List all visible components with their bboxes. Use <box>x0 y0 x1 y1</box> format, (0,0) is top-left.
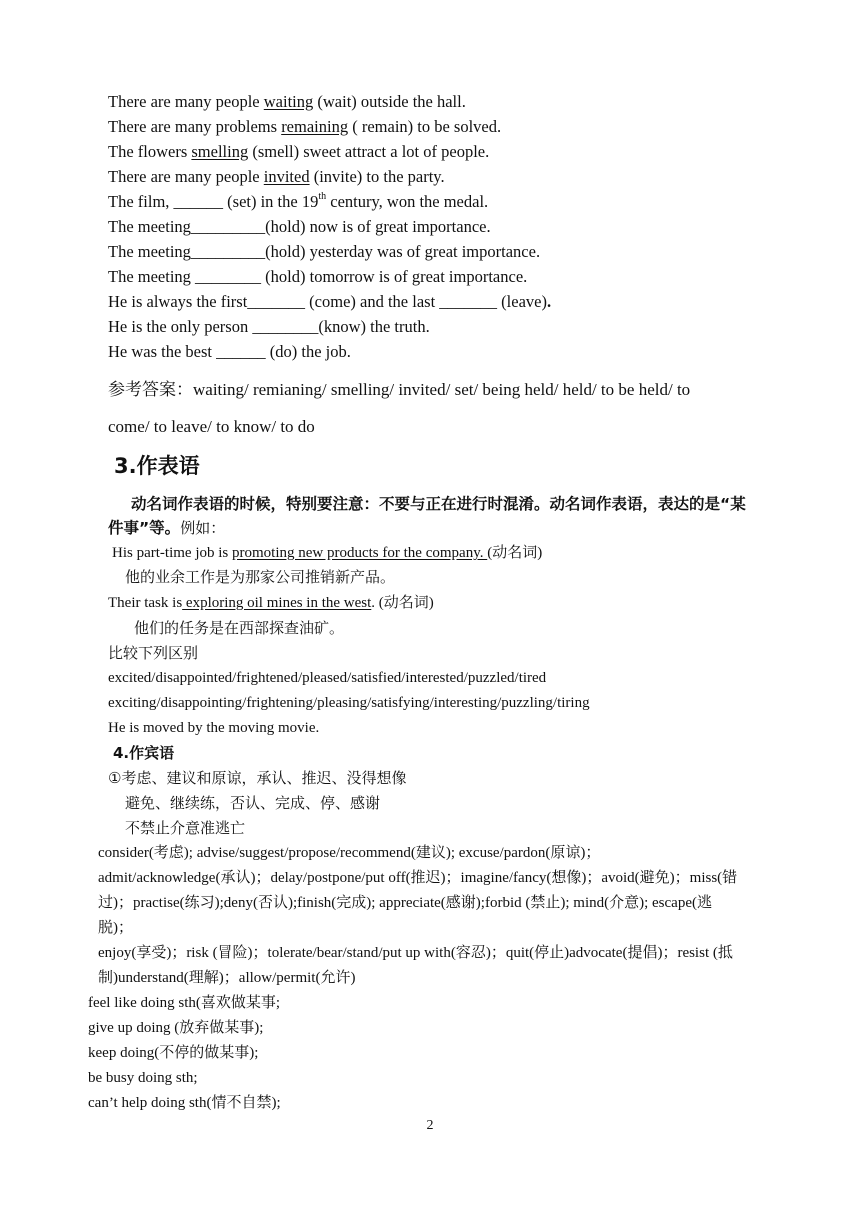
text: The film, ______ (set) in the 19 <box>108 192 319 211</box>
phrase-3: keep doing(不停的做某事); <box>88 1045 259 1061</box>
section-3-note-line-1: 动名词作表语的时候，特别要注意：不要与正在进行时混淆。动名词作表语，表达的是“某 <box>131 495 746 513</box>
superscript: th <box>318 190 327 202</box>
text: There are many people <box>108 167 264 186</box>
note-rest: 例如： <box>180 519 226 537</box>
text: (动名词) <box>487 545 543 561</box>
gerund-underlined: exploring oil mines in the west <box>182 595 372 611</box>
verb-list-line-4: 脱)； <box>98 920 133 936</box>
exercise-line-11: He was the best ______ (do) the job. <box>108 342 351 361</box>
mnemonic-line-2: 避免、继续练，否认、完成、停、感谢 <box>125 794 381 812</box>
exercise-line-5 <box>108 192 488 212</box>
note-bold: 件事”等。 <box>108 519 181 537</box>
section-3-note-line-2 <box>108 518 225 538</box>
text: (wait) outside the hall. <box>313 92 466 111</box>
exercise-line-8: The meeting ________ (hold) tomorrow is of great importance. <box>108 267 528 286</box>
verb-list-line-6: 制)understand(理解)；allow/permit(允许) <box>98 970 356 986</box>
text: (invite) to the party. <box>309 167 445 186</box>
exercise-line-1 <box>108 92 466 112</box>
compare-heading: 比较下列区别 <box>108 644 199 662</box>
exercise-line-7: The meeting_________(hold) yesterday was of great importance. <box>108 242 541 261</box>
verb-list-line-3: 过)；practise(练习);deny(否认);finish(完成); appreciate(感谢);forbid (禁止); mind(介意); escape(逃 <box>98 895 712 911</box>
answer-underlined: waiting <box>263 92 314 111</box>
answer-underlined: invited <box>263 167 310 186</box>
section-3-heading: 3.作表语 <box>114 454 200 478</box>
example-2-translation: 他们的任务是在西部探查油矿。 <box>134 619 345 637</box>
verb-list-line-2: admit/acknowledge(承认)；delay/postpone/put off(推迟)；imagine/fancy(想像)；avoid(避免)；miss(错 <box>98 870 738 886</box>
exercise-line-3 <box>108 142 489 162</box>
phrase-2: give up doing (放弃做某事); <box>88 1020 264 1036</box>
verb-list-line-1: consider(考虑); advise/suggest/propose/recommend(建议); excuse/pardon(原谅)； <box>98 845 601 861</box>
gerund-underlined: promoting new products for the company. <box>232 545 488 561</box>
example-1 <box>112 543 542 563</box>
mnemonic-line-3: 不禁止介意准逃亡 <box>125 819 246 837</box>
text: century, won the medal. <box>326 192 489 211</box>
text: . (动名词) <box>371 595 434 611</box>
mnemonic-line-1: ①考虑、建议和原谅，承认、推迟、没得想像 <box>108 769 407 787</box>
text: There are many people <box>108 92 264 111</box>
text: There are many problems <box>108 117 282 136</box>
bold-period: . <box>546 292 552 311</box>
text: He is always the first_______ (come) and the last _______ (leave) <box>108 292 547 311</box>
text: His part-time job is <box>112 545 232 561</box>
example-1-translation: 他的业余工作是为那家公司推销新产品。 <box>125 568 396 586</box>
example-2 <box>108 593 434 613</box>
text: Their task is <box>108 595 183 611</box>
text: ( remain) to be solved. <box>348 117 502 136</box>
ing-adjectives: exciting/disappointing/frightening/pleasing/satisfying/interesting/puzzling/tiring <box>108 695 590 711</box>
text: (smell) sweet attract a lot of people. <box>248 142 490 161</box>
exercise-line-2 <box>108 117 501 137</box>
phrase-5: can’t help doing sth(情不自禁); <box>88 1095 281 1111</box>
exercise-line-4 <box>108 167 445 187</box>
phrase-1: feel like doing sth(喜欢做某事; <box>88 995 281 1011</box>
moving-example: He is moved by the moving movie. <box>108 720 320 736</box>
exercise-line-10: He is the only person ________(know) the truth. <box>108 317 430 336</box>
exercise-line-6: The meeting_________(hold) now is of great importance. <box>108 217 491 236</box>
answers-line-1: 参考答案：waiting/ remianing/ smelling/ invited/ set/ being held/ held/ to be held/ to <box>108 380 691 399</box>
ed-adjectives: excited/disappointed/frightened/pleased/satisfied/interested/puzzled/tired <box>108 670 547 686</box>
answers-line-2: come/ to leave/ to know/ to do <box>108 417 315 436</box>
answer-underlined: smelling <box>191 142 249 161</box>
exercise-line-9 <box>108 292 551 312</box>
text: The flowers <box>108 142 192 161</box>
page-number: 2 <box>426 1118 434 1133</box>
phrase-4: be busy doing sth; <box>88 1070 198 1086</box>
answer-underlined: remaining <box>281 117 349 136</box>
verb-list-line-5: enjoy(享受)；risk (冒险)；tolerate/bear/stand/put up with(容忍)；quit(停止)advocate(提倡)；resist (抵 <box>98 945 733 961</box>
section-4-heading: 4.作宾语 <box>113 744 175 762</box>
